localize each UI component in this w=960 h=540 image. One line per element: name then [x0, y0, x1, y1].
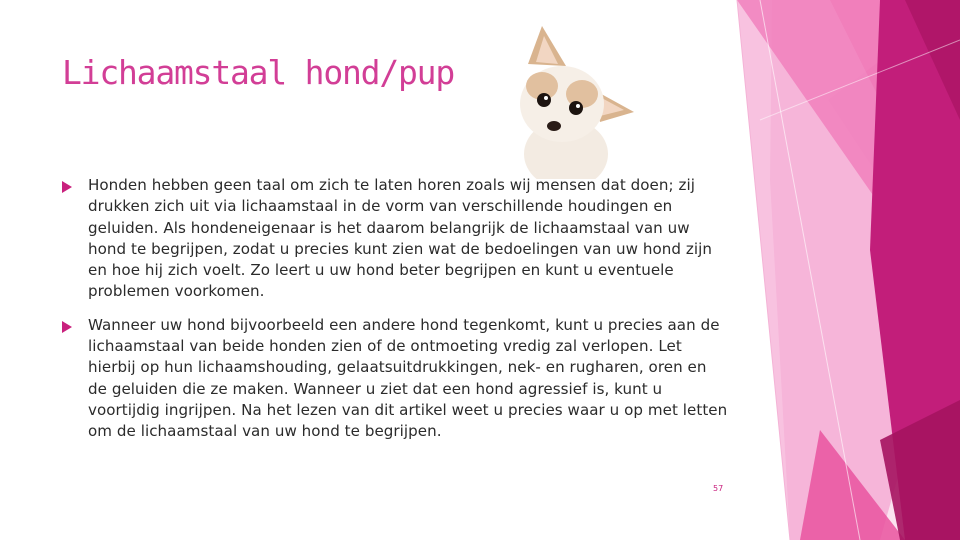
dog-eye-left	[537, 93, 551, 107]
triangle-bullet-icon	[62, 321, 72, 333]
bullet-text: Wanneer uw hond bijvoorbeeld een andere hond tegenkomt, kunt u precies aan de lichaamstaal van beide honden zien of de ontmoeting vredig zal verlopen. Let hierbij op hun lichaamshouding, gelaatsuitdrukkingen, nek- en rugharen, oren en de geluiden die ze maken. Wanneer u ziet dat een hond agressief is, kunt u voortijdig ingrijpen. Na het lezen van dit artikel weet u precies waar u op met letten om de lichaamstaal van uw hond te begrijpen.	[88, 315, 728, 441]
eye-highlight-right	[576, 104, 580, 108]
eye-highlight-left	[544, 96, 548, 100]
dog-nose	[547, 121, 561, 131]
triangle-bullet-icon	[62, 181, 72, 193]
slide-title: Lichaamstaal hond/pup	[62, 53, 455, 92]
bullet-list	[58, 175, 728, 455]
bullet-item	[58, 315, 728, 443]
bullet-item	[58, 175, 728, 303]
page-number: 57	[713, 484, 724, 493]
dog-eye-right	[569, 101, 583, 115]
bullet-text: Honden hebben geen taal om zich te laten horen zoals wij mensen dat doen; zij drukken zich uit via lichaamstaal in de vorm van verschillende houdingen en geluiden. Als hondeneigenaar is het daarom belangrijk de lichaamstaal van uw hond te begrijpen, zodat u precies kunt zien wat de bedoelingen van uw hond zijn en hoe hij zich voelt. Zo leert u uw hond beter begrijpen en kunt u eventuele problemen voorkomen.	[88, 176, 712, 301]
chihuahua-photo	[494, 14, 644, 179]
